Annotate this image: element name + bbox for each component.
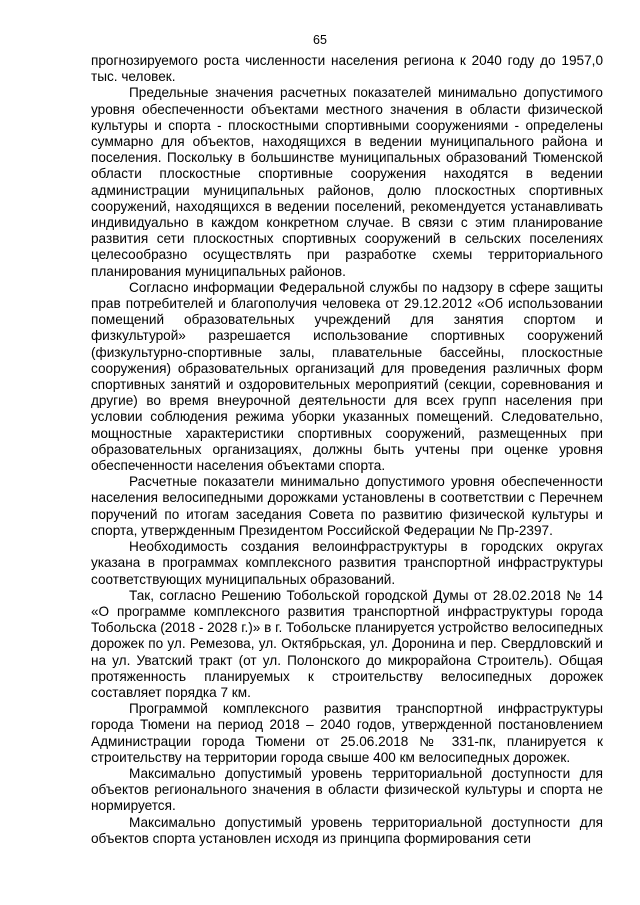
paragraph: Необходимость создания велоинфраструктуры в городских округах указана в программах комплексного развития транспортной инфраструктуры соответствующих муниципальных образований. [91, 539, 603, 587]
paragraph: Расчетные показатели минимально допустимого уровня обеспеченности населения велосипедными дорожками установлены в соответствии с Перечнем поручений по итогам заседания Совета по развитию физической культуры и спорта, утвержденным Президентом Российской Федерации № Пр-2397. [91, 474, 603, 538]
page-number: 65 [313, 33, 327, 47]
paragraph: прогнозируемого роста численности населения региона к 2040 году до 1957,0 тыс. человек. [91, 53, 603, 85]
paragraph: Предельные значения расчетных показателей минимально допустимого уровня обеспеченности объектами местного значения в области физической культуры и спорта - плоскостными спортивными сооружениями - определены суммарно для объектов, находящихся в ведении муниципального района и поселения. Поскольку в большинстве муниципальных образований Тюменской области плоскостные спортивные сооружения находятся в ведении администрации муниципальных районов, долю плоскостных спортивных сооружений, находящихся в ведении поселений, рекомендуется устанавливать индивидуально в каждом конкретном случае. В связи с этим планирование развития сети плоскостных спортивных сооружений в сельских поселениях целесообразно осуществлять при разработке схемы территориального планирования муниципальных районов. [91, 85, 603, 279]
paragraph: Максимально допустимый уровень территориальной доступности для объектов регионального значения в области физической культуры и спорта не нормируется. [91, 765, 603, 814]
paragraph: Согласно информации Федеральной службы по надзору в сфере защиты прав потребителей и благополучия человека от 29.12.2012 «Об использовании помещений образовательных учреждений для занятия спортом и физкультурой» разрешается использование спортивных сооружений (физкультурно-спортивные залы, плавательные бассейны, плоскостные сооружения) образовательных организаций для проведения различных форм спортивных занятий и оздоровительных мероприятий (секции, соревнования и другие) во время внеурочной деятельности для всех групп населения при условии соблюдения режима уборки указанных помещений. Следовательно, мощностные характеристики спортивных сооружений, размещенных при образовательных организациях, должны быть учтены при оценке уровня обеспеченности населения объектами спорта. [91, 279, 603, 474]
paragraph: Максимально допустимый уровень территориальной доступности для объектов спорта установлен исходя из принципа формирования сети [91, 814, 603, 846]
paragraph: Программой комплексного развития транспортной инфраструктуры города Тюмени на период 2018 – 2040 годов, утвержденной постановлением Администрации города Тюмени от 25.06.2018 № 331-пк, планируется к строительству на территории города свыше 400 км велосипедных дорожек. [91, 701, 603, 765]
paragraph: Так, согласно Решению Тобольской городской Думы от 28.02.2018 № 14 «О программе комплексного развития транспортной инфраструктуры города Тобольска (2018 - 2028 г.)» в г. Тобольске планируется устройство велосипедных дорожек по ул. Ремезова, ул. Октябрьская, ул. Доронина и пер. Свердловский и на ул. Уватский тракт (от ул. Полонского до микрорайона Строитель). Общая протяженность планируемых к строительству велосипедных дорожек составляет порядка 7 км. [91, 587, 603, 700]
document-body [91, 53, 603, 847]
